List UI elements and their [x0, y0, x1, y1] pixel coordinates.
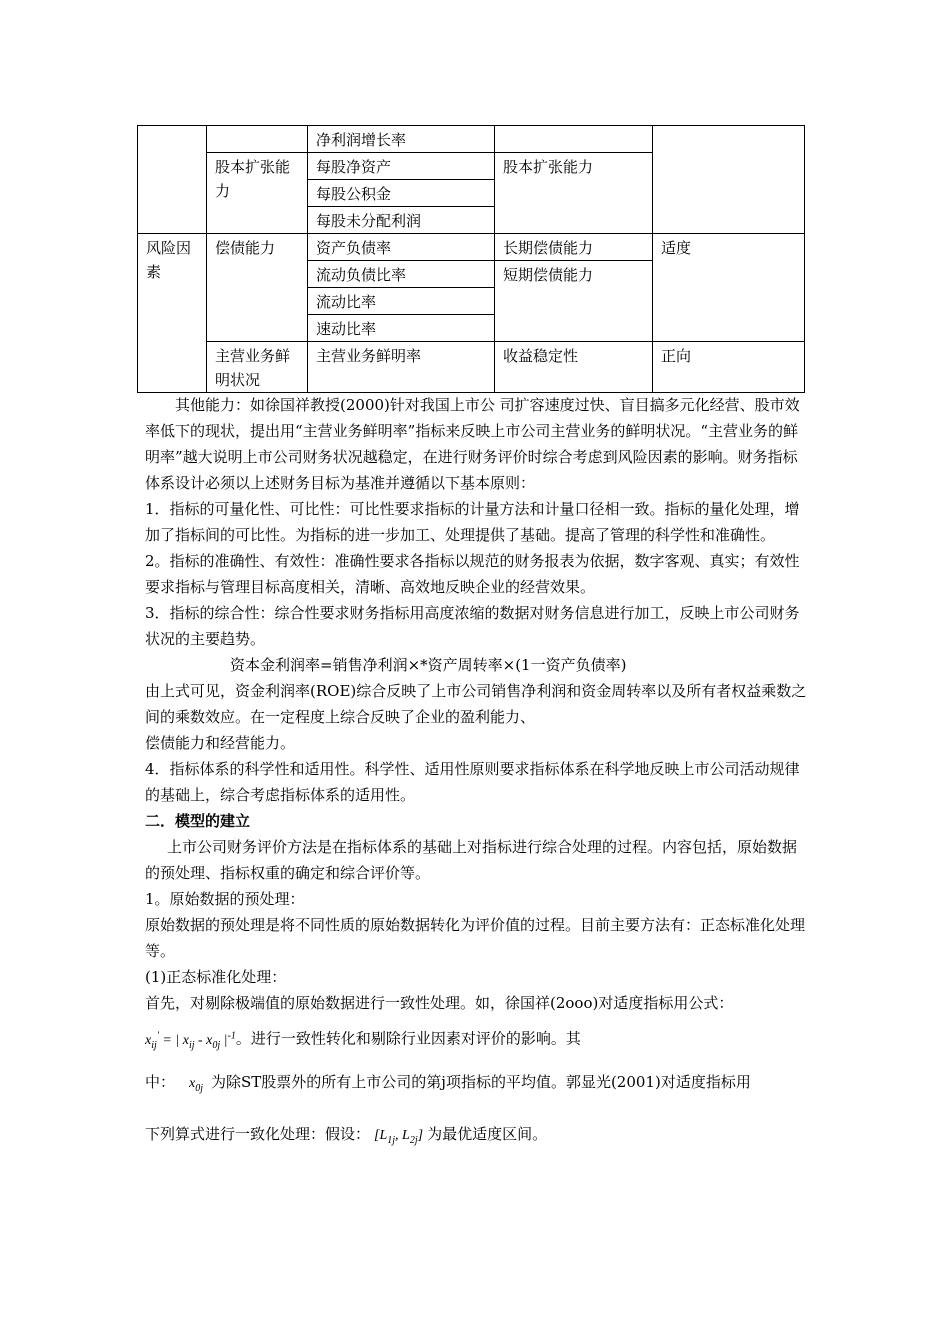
table-cell: 股本扩张能力	[207, 153, 308, 234]
table-cell: 流动比率	[308, 288, 495, 315]
equation-1-text: 。进行一致性转化和剔除行业因素对评价的影响。其	[235, 1029, 581, 1048]
table-cell: 流动负债比率	[308, 261, 495, 288]
table-cell: 每股公积金	[308, 180, 495, 207]
indicator-table	[137, 125, 805, 393]
table-row	[138, 342, 805, 393]
table-row	[138, 126, 805, 153]
equation-2-prefix: 中：	[145, 1073, 176, 1091]
section-heading: 二．模型的建立	[145, 812, 251, 830]
table-cell: 长期偿债能力	[495, 234, 653, 261]
table-cell: 每股净资产	[308, 153, 495, 180]
equation-3-prefix: 下列算式进行一致化处理：假设：	[145, 1125, 371, 1143]
table-cell: 收益稳定性	[495, 342, 653, 393]
equation-3-text: 为最优适度区间。	[427, 1125, 548, 1143]
table-cell	[207, 126, 308, 153]
principle-1: 1．指标的可量化性、可比性：可比性要求指标的计量方法和计量口径相一致。指标的量化处理，增加了指标间的可比性。为指标的进一步加工、处理提供了基础。提高了管理的科学性和准确性。	[145, 500, 800, 544]
roe-formula: 资本金利润率=销售净利润×*资产周转率×(1一资产负债率)	[230, 656, 627, 674]
table-row	[138, 234, 805, 261]
principle-4: 4．指标体系的科学性和适用性。科学性、适用性原则要求指标体系在科学地反映上市公司活动规律的基础上，综合考虑指标体系的适用性。	[145, 760, 800, 804]
principle-2: 2。指标的准确性、有效性：准确性要求各指标以规范的财务报表为依据，数字客观、真实；有效性要求指标与管理目标高度相关，清晰、高效地反映企业的经营效果。	[145, 552, 800, 596]
equation-line-3	[145, 1108, 807, 1160]
table-cell	[495, 126, 653, 153]
table-cell: 资产负债率	[308, 234, 495, 261]
table-cell: 主营业务鲜明率	[308, 342, 495, 393]
table-cell: 每股未分配利润	[308, 207, 495, 234]
subsection-1a: (1)正态标准化处理：	[145, 968, 287, 986]
body-text	[145, 392, 807, 1160]
table-cell: 短期偿债能力	[495, 261, 653, 342]
table-cell	[653, 126, 805, 234]
paragraph-preprocess: 原始数据的预处理是将不同性质的原始数据转化为评价值的过程。目前主要方法有：正态标准化处理等。	[145, 916, 806, 960]
formula-x0j: $x_{0j}$	[189, 1076, 204, 1094]
paragraph-model: 上市公司财务评价方法是在指标体系的基础上对指标进行综合处理的过程。内容包括，原始数据的预处理、指标权重的确定和综合评价等。	[145, 838, 798, 882]
paragraph-roe-cont: 偿债能力和经营能力。	[145, 734, 296, 752]
table-cell: 适度	[653, 234, 805, 342]
formula-interval: [$L_{1j}$, $L_{2j}$]	[374, 1128, 424, 1146]
formula-xij-normalize: $x_{ij}'$ = | $x_{ij} - x_{0j}$ $|^{-1}$	[145, 1030, 236, 1051]
table-cell: 正向	[653, 342, 805, 393]
equation-2-text: 为除ST股票外的所有上市公司的第j项指标的平均值。郭显光(2001)对适度指标用	[211, 1073, 751, 1091]
table-cell: 股本扩张能力	[495, 153, 653, 234]
table-cell: 主营业务鲜明状况	[207, 342, 308, 393]
subsection-1: 1。原始数据的预处理：	[145, 890, 305, 908]
table-cell: 净利润增长率	[308, 126, 495, 153]
paragraph-roe: 由上式可见，资金利润率(ROE)综合反映了上市公司销售净利润和资金周转率以及所有者权益乘数之间的乘数效应。在一定程度上综合反映了企业的盈利能力、	[145, 682, 807, 726]
table-cell: 偿债能力	[207, 234, 308, 342]
table-cell	[138, 126, 207, 234]
table-cell: 风险因素	[138, 234, 207, 393]
paragraph-other-abilities: 其他能力：如徐国祥教授(2000)针对我国上市公 司扩容速度过快、盲目搞多元化经营、股市效率低下的现状，提出用“主营业务鲜明率”指标来反映上市公司主营业务的鲜明状况。“主营业务的鲜明率”越大说明上市公司财务状况越稳定，在进行财务评价时综合考虑到风险因素的影响。财务指标体系设计必须以上述财务目标为基准并遵循以下基本原则：	[145, 396, 800, 492]
equation-line-2	[145, 1056, 807, 1108]
paragraph-first: 首先，对剔除极端值的原始数据进行一致性处理。如，徐国祥(2ooo)对适度指标用公式：	[145, 994, 734, 1012]
equation-line-1	[145, 1016, 807, 1056]
table-cell: 速动比率	[308, 315, 495, 342]
principle-3: 3．指标的综合性：综合性要求财务指标用高度浓缩的数据对财务信息进行加工，反映上市公司财务状况的主要趋势。	[145, 604, 800, 648]
